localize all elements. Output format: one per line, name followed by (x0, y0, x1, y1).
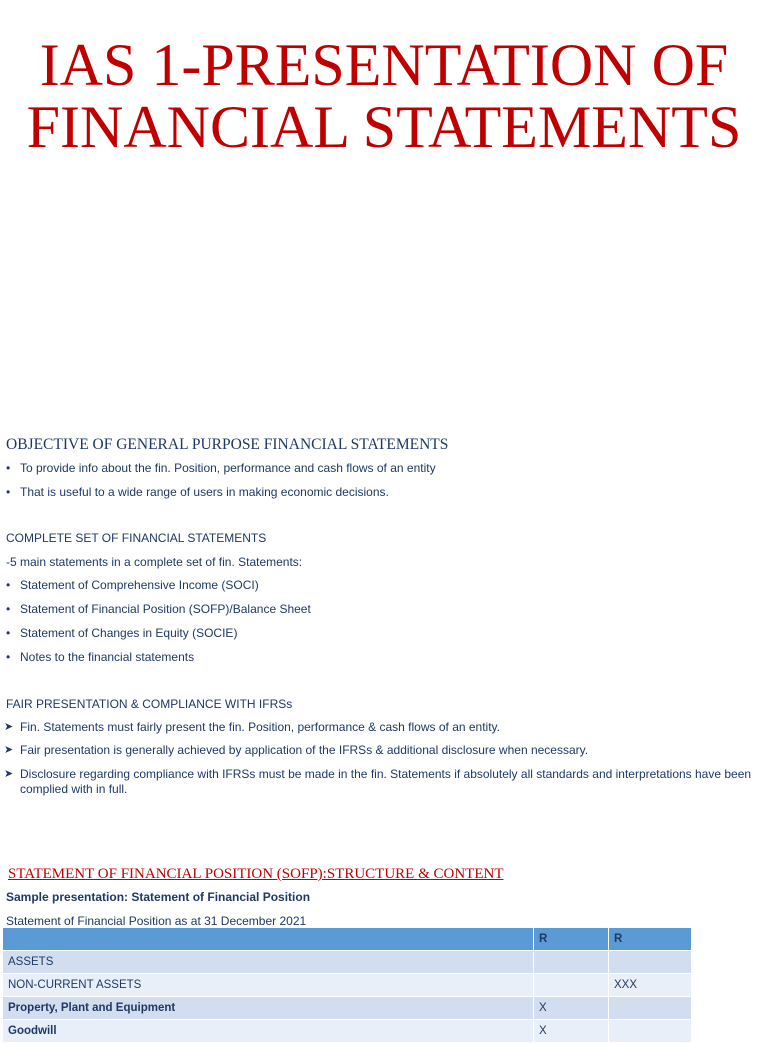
table-cell: Property, Plant and Equipment (3, 997, 534, 1020)
sample-presentation-label: Sample presentation: Statement of Financial Position (6, 890, 311, 904)
header-cell: R (609, 928, 692, 951)
bullet-dot: • (6, 578, 11, 592)
statement-title: Statement of Financial Position as at 31 December 2021 (6, 914, 307, 928)
bullet-dot: • (6, 485, 11, 499)
table-cell: X (534, 997, 609, 1020)
table-row (3, 974, 692, 997)
fair-presentation-heading: FAIR PRESENTATION & COMPLIANCE WITH IFRSs (6, 697, 293, 711)
title-line-1: IAS 1-PRESENTATION OF (39, 32, 729, 98)
table-cell (609, 997, 692, 1020)
bullet-dot: • (6, 626, 11, 640)
bullet-text: That is useful to a wide range of users in making economic decisions. (20, 485, 389, 499)
table-cell (609, 951, 692, 974)
bullet-text: To provide info about the fin. Position, performance and cash flows of an entity (20, 461, 436, 475)
bullet-dot: • (6, 650, 11, 664)
document-title (0, 34, 768, 158)
table-cell (609, 1020, 692, 1043)
arrow-bullet-icon: ➤ (4, 721, 14, 733)
table-row (3, 997, 692, 1020)
table-cell: NON-CURRENT ASSETS (3, 974, 534, 997)
arrow-bullet-icon: ➤ (4, 744, 14, 756)
bullet-text: Notes to the financial statements (20, 650, 195, 664)
table-header-row (3, 928, 692, 951)
bullet-dot: • (6, 461, 11, 475)
objective-heading: OBJECTIVE OF GENERAL PURPOSE FINANCIAL STATEMENTS (6, 436, 449, 453)
sofp-table (2, 927, 692, 1043)
complete-set-heading: COMPLETE SET OF FINANCIAL STATEMENTS (6, 531, 267, 545)
bullet-text: Statement of Changes in Equity (SOCIE) (20, 626, 238, 640)
table-cell: Goodwill (3, 1020, 534, 1043)
table-cell: ASSETS (3, 951, 534, 974)
point-text: Fin. Statements must fairly present the fin. Position, performance & cash flows of an entity. (20, 720, 500, 734)
table-cell: X (534, 1020, 609, 1043)
bullet-dot: • (6, 602, 11, 616)
bullet-text: Statement of Financial Position (SOFP)/Balance Sheet (20, 602, 311, 616)
table-cell: XXX (609, 974, 692, 997)
complete-set-intro: -5 main statements in a complete set of fin. Statements: (6, 555, 303, 569)
bullet-text: Statement of Comprehensive Income (SOCI) (20, 578, 259, 592)
table-row (3, 1020, 692, 1043)
table-cell (534, 974, 609, 997)
point-text: Fair presentation is generally achieved by application of the IFRSs & additional disclosure when necessary. (20, 743, 589, 757)
header-cell: R (534, 928, 609, 951)
title-line-2: FINANCIAL STATEMENTS (26, 94, 742, 160)
point-text: Disclosure regarding compliance with IFRSs must be made in the fin. Statements if absolutely all standards and interpretations have been complied with in full. (20, 767, 752, 796)
table-row (3, 951, 692, 974)
header-cell (3, 928, 534, 951)
sofp-heading: STATEMENT OF FINANCIAL POSITION (SOFP):STRUCTURE & CONTENT (8, 866, 504, 882)
table-cell (534, 951, 609, 974)
arrow-bullet-icon: ➤ (4, 768, 14, 780)
